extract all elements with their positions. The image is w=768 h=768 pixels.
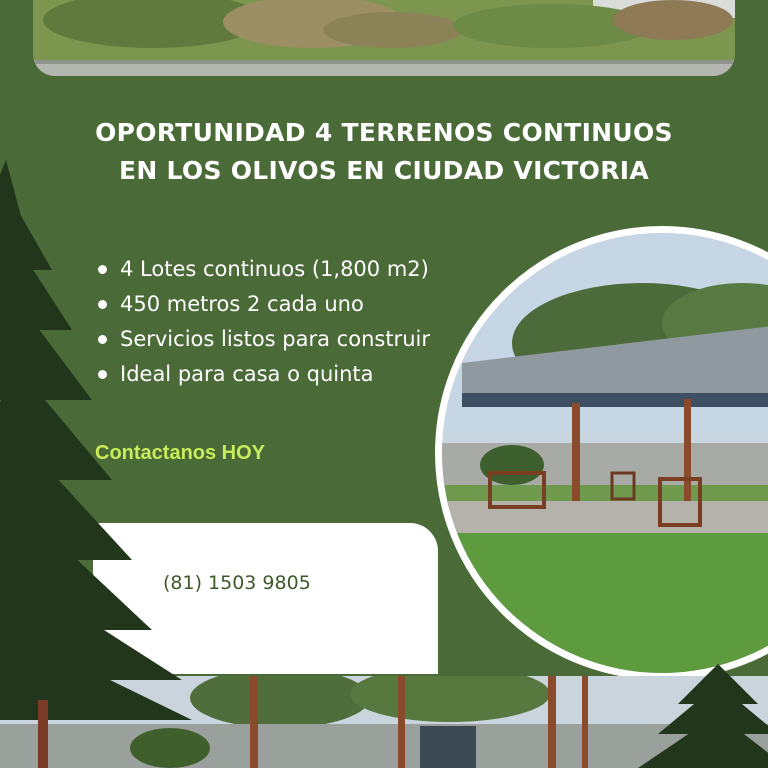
pavilion-garden-photo xyxy=(435,226,768,680)
pavilion-illustration xyxy=(442,233,768,673)
vacant-lot-illustration xyxy=(33,0,735,76)
phone-number[interactable]: (81) 1503 9805 xyxy=(163,572,311,594)
vacant-lot-photo xyxy=(33,0,735,76)
contact-cta: Contactanos HOY xyxy=(95,442,266,464)
title-line-2: EN LOS OLIVOS EN CIUDAD VICTORIA xyxy=(118,156,650,185)
feature-text: Ideal para casa o quinta xyxy=(120,362,374,386)
feature-text: 450 metros 2 cada uno xyxy=(120,292,364,316)
title-line-1: OPORTUNIDAD 4 TERRENOS CONTINUOS xyxy=(95,118,673,147)
feature-text: 4 Lotes continuos (1,800 m2) xyxy=(120,257,429,281)
feature-text: Servicios listos para construir xyxy=(120,327,430,351)
pine-tree-icon xyxy=(0,160,192,768)
pine-tree-icon xyxy=(618,664,768,768)
